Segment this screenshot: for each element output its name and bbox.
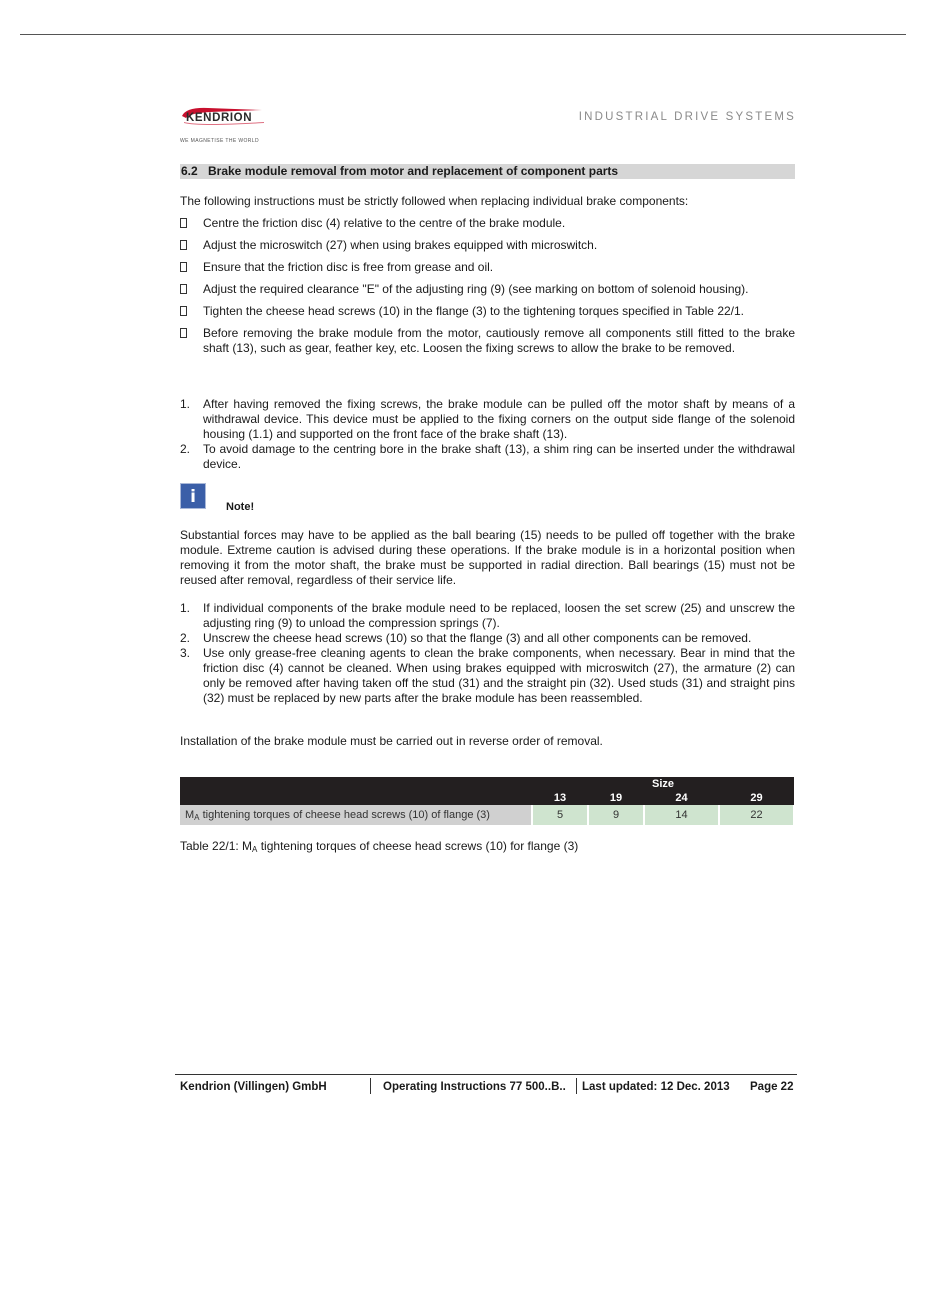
section-heading	[180, 164, 795, 179]
footer-separator	[576, 1078, 577, 1094]
note-paragraph: Substantial forces may have to be applied as the ball bearing (15) needs to be pulled off together with the brake module. Extreme caution is advised during these operations. If the brake module is in a horizontal position when removing it from the motor shaft, the brake must be supported in radial direction. Ball bearings (15) must not be reused after removal, regardless of their service life.	[180, 528, 795, 587]
table-cell: 22	[719, 805, 794, 825]
instruction-bullets	[180, 216, 795, 363]
top-rule	[20, 34, 906, 35]
bullet-box-icon	[180, 240, 187, 250]
footer-company: Kendrion (Villingen) GmbH	[180, 1081, 327, 1093]
table-cell: 5	[532, 805, 588, 825]
table-row	[180, 805, 794, 825]
footer-document: Operating Instructions 77 500..B..	[383, 1081, 566, 1093]
bullet-box-icon	[180, 328, 187, 338]
logo-wordmark: KENDRION	[186, 112, 253, 124]
step-item: 3. Use only grease-free cleaning agents to clean the brake components, when necessary. Bear in mind that the friction disc (4) cannot be cleaned. When using brakes equipped with microswitch (27), the armature (2) can only be removed after having taken off the stud (31) and the straight pin (32). Used studs (31) and straight pins (32) must be replaced by new parts after the brake module has been reassembled.	[180, 646, 795, 705]
table-cell: 9	[588, 805, 644, 825]
bullet-item: Centre the friction disc (4) relative to the centre of the brake module.	[180, 216, 795, 231]
removal-steps	[180, 397, 795, 472]
bullet-item: Ensure that the friction disc is free from grease and oil.	[180, 260, 795, 275]
footer-page: Page 22	[750, 1081, 794, 1093]
kendrion-logo	[180, 103, 270, 147]
step-item: 2. Unscrew the cheese head screws (10) so that the flange (3) and all other components can be removed.	[180, 631, 752, 645]
section-number: 6.2	[181, 164, 198, 178]
bullet-item: Adjust the required clearance "E" of the adjusting ring (9) (see marking on bottom of solenoid housing).	[180, 282, 795, 297]
table-row-label: $M_A$ tightening torques of cheese head screws (10) of flange (3)	[180, 805, 532, 825]
table-column-header: 19	[588, 791, 644, 805]
intro-paragraph: The following instructions must be strictly followed when replacing individual brake components:	[180, 194, 689, 208]
logo-tagline: WE MAGNETISE THE WORLD	[180, 138, 259, 144]
bullet-box-icon	[180, 218, 187, 228]
torque-table	[180, 777, 795, 825]
bullet-box-icon	[180, 284, 187, 294]
step-item: 2. To avoid damage to the centring bore in the brake shaft (13), a shim ring can be inserted under the withdrawal device.	[180, 442, 795, 471]
bullet-item: Tighten the cheese head screws (10) in the flange (3) to the tightening torques specified in Table 22/1.	[180, 304, 795, 319]
replacement-steps	[180, 601, 795, 706]
table-column-header: 24	[644, 791, 719, 805]
step-item: 1. If individual components of the brake module need to be replaced, loosen the set screw (25) and unscrew the adjusting ring (9) to unload the compression springs (7).	[180, 601, 795, 630]
note-block	[180, 528, 795, 588]
table-column-header: 29	[719, 791, 794, 805]
table-caption: Table 22/1: $M_A$ tightening torques of cheese head screws (10) for flange (3)	[180, 839, 579, 854]
footer-updated: Last updated: 12 Dec. 2013	[582, 1081, 730, 1093]
table-cell: 14	[644, 805, 719, 825]
table-group-header: Size	[532, 777, 794, 791]
note-label: Note!	[226, 501, 255, 513]
bullet-item: Adjust the microswitch (27) when using brakes equipped with microswitch.	[180, 238, 795, 253]
closing-paragraph: Installation of the brake module must be carried out in reverse order of removal.	[180, 734, 603, 748]
footer-rule	[175, 1074, 797, 1075]
closing-block	[180, 734, 795, 749]
bullet-box-icon	[180, 262, 187, 272]
table-column-header: 13	[532, 791, 588, 805]
footer-separator	[370, 1078, 371, 1094]
bullet-box-icon	[180, 306, 187, 316]
table-header-row	[180, 791, 794, 805]
intro-block	[180, 194, 795, 209]
info-icon: i	[180, 483, 206, 509]
division-name: INDUSTRIAL DRIVE SYSTEMS	[578, 111, 796, 123]
step-item: 1. After having removed the fixing screws, the brake module can be pulled off the motor shaft by means of a withdrawal device. This device must be applied to the fixing corners on the output side flange of the solenoid housing (1.1) and supported on the front face of the brake shaft (13).	[180, 397, 795, 441]
section-title: Brake module removal from motor and replacement of component parts	[208, 164, 619, 178]
bullet-item: Before removing the brake module from the motor, cautiously remove all components still fitted to the brake shaft (13), such as gear, feather key, etc. Loosen the fixing screws to allow the brake to be removed.	[180, 326, 795, 356]
table-header-row	[180, 777, 794, 791]
